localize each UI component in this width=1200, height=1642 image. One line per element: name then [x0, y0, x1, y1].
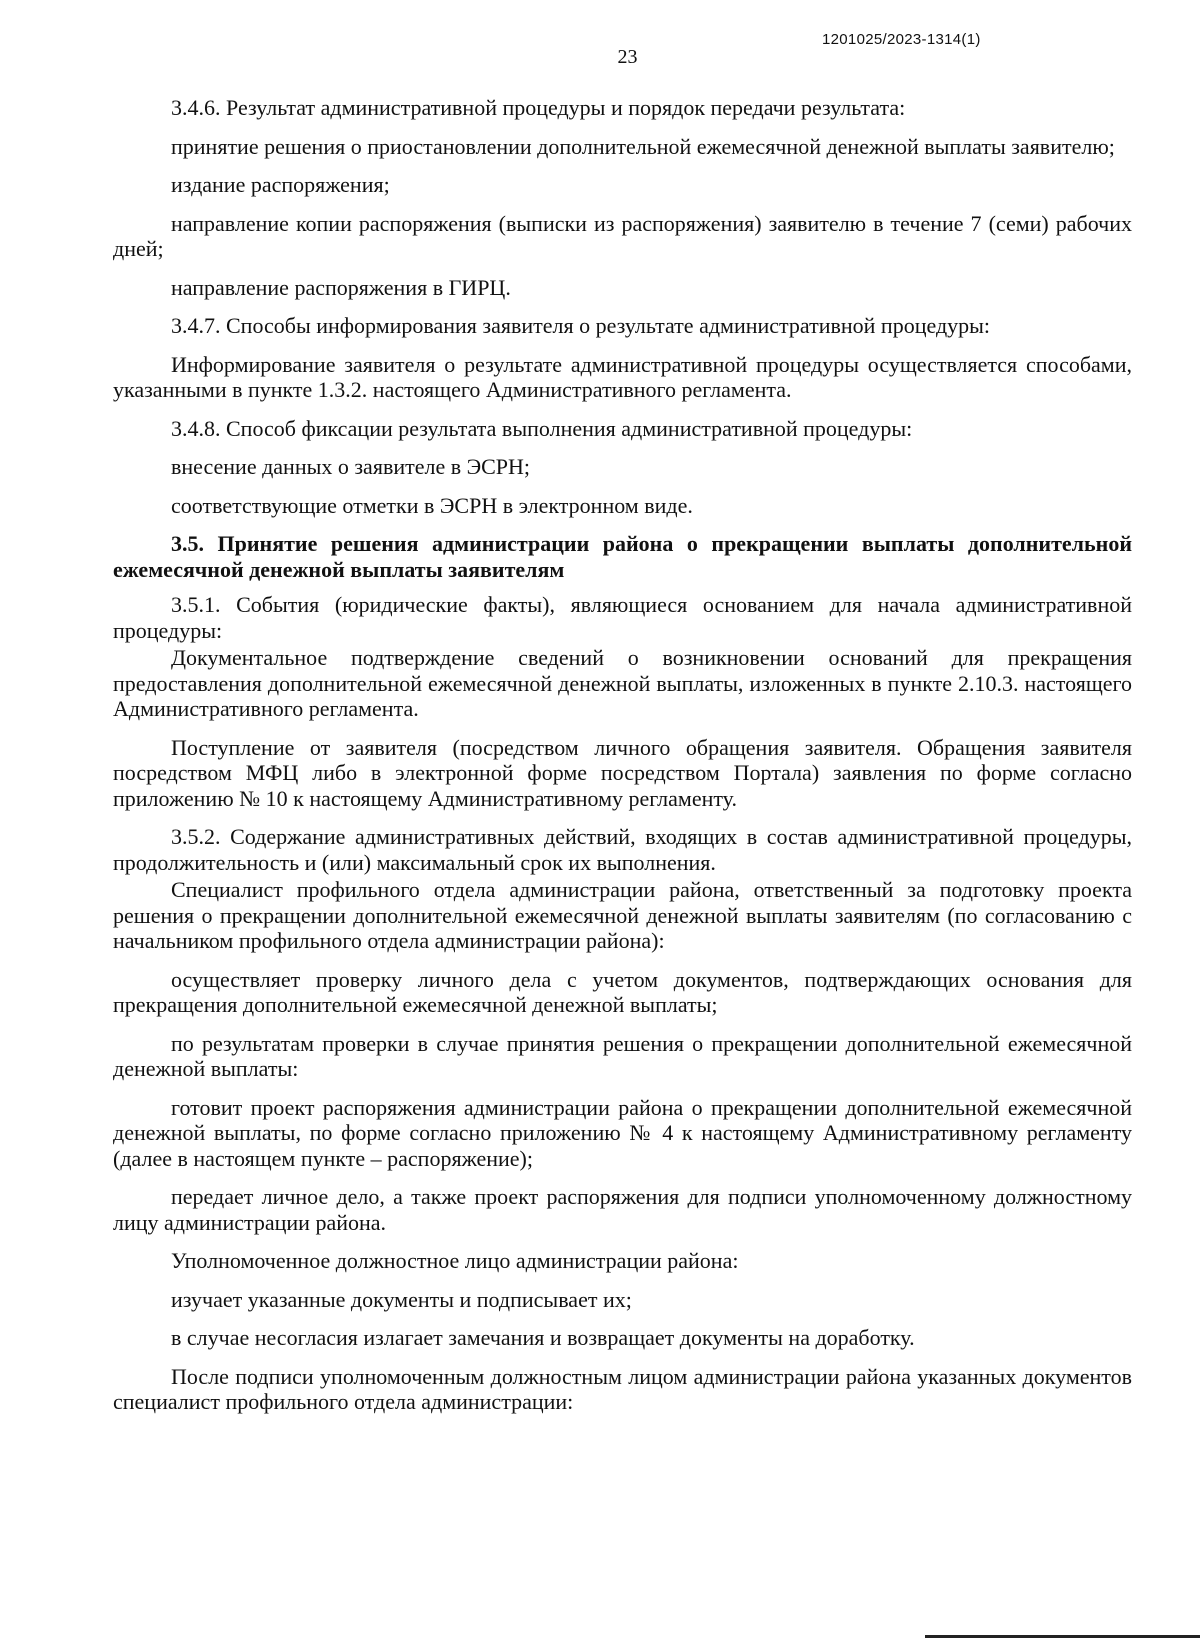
- paragraph: издание распоряжения;: [171, 172, 390, 197]
- paragraph: Уполномоченное должностное лицо администрации района:: [171, 1248, 739, 1273]
- paragraph: Поступление от заявителя (посредством личного обращения заявителя. Обращения заявителя посредством МФЦ либо в электронной форме посредством Портала) заявления по форме согласно приложению № 10 к настоящему Административному регламенту.: [113, 734, 1132, 811]
- paragraph: После подписи уполномоченным должностным лицом администрации района указанных документов специалист профильного отдела администрации:: [113, 1363, 1132, 1414]
- paragraph-3-4-8: 3.4.8. Способ фиксации результата выполнения административной процедуры:: [171, 415, 913, 441]
- paragraph: по результатам проверки в случае принятия решения о прекращении дополнительной ежемесячной денежной выплаты:: [113, 1030, 1132, 1081]
- bottom-rule: [925, 1635, 1200, 1638]
- paragraph: внесение данных о заявителе в ЭСРН;: [171, 454, 531, 479]
- page-number: 23: [617, 46, 638, 68]
- paragraph-3-4-6: 3.4.6. Результат административной процедуры и порядок передачи результата:: [171, 95, 906, 120]
- paragraph-3-4-7: 3.4.7. Способы информирования заявителя о результате административной процедуры:: [171, 313, 991, 338]
- section-heading-3-5: 3.5. Принятие решения администрации района о прекращении выплаты дополнительной ежемесячной денежной выплаты заявителям: [113, 531, 1132, 582]
- document-number: 1201025/2023-1314(1): [822, 31, 981, 48]
- paragraph: изучает указанные документы и подписывает их;: [171, 1286, 632, 1312]
- paragraph: в случае несогласия излагает замечания и возвращает документы на доработку.: [171, 1325, 915, 1350]
- paragraph: осуществляет проверку личного дела с учетом документов, подтверждающих основания для прекращения дополнительной ежемесячной денежной выплаты;: [113, 966, 1132, 1017]
- document-body: [113, 95, 1132, 1415]
- paragraph: Документальное подтверждение сведений о возникновении оснований для прекращения предоставления дополнительной ежемесячной денежной выплаты, изложенных в пункте 2.10.3. настоящего Административного регламента.: [113, 645, 1132, 721]
- paragraph: передает личное дело, а также проект распоряжения для подписи уполномоченному должностному лицу администрации района.: [113, 1184, 1132, 1235]
- paragraph: направление распоряжения в ГИРЦ.: [171, 274, 511, 300]
- paragraph: соответствующие отметки в ЭСРН в электронном виде.: [171, 492, 693, 518]
- paragraph: Информирование заявителя о результате административной процедуры осуществляется способами, указанными в пункте 1.3.2. настоящего Административного регламента.: [113, 351, 1132, 402]
- paragraph: готовит проект распоряжения администрации района о прекращении дополнительной ежемесячной денежной выплаты, по форме согласно приложению № 4 к настоящему Административному регламенту (далее в настоящем пункте – распоряжение);: [113, 1094, 1132, 1171]
- paragraph: направление копии распоряжения (выписки из распоряжения) заявителю в течение 7 (семи) рабочих дней;: [113, 210, 1132, 261]
- paragraph: принятие решения о приостановлении дополнительной ежемесячной денежной выплаты заявителю;: [171, 133, 1115, 159]
- paragraph-3-5-2: 3.5.2. Содержание административных действий, входящих в состав административной процедуры, продолжительность и (или) максимальный срок их выполнения.: [113, 824, 1132, 875]
- paragraph-3-5-1: 3.5.1. События (юридические факты), являющиеся основанием для начала административной процедуры:: [113, 592, 1132, 643]
- paragraph: Специалист профильного отдела администрации района, ответственный за подготовку проекта решения о прекращении дополнительной ежемесячной денежной выплаты заявителям (по согласованию с начальником профильного отдела администрации района):: [113, 877, 1132, 953]
